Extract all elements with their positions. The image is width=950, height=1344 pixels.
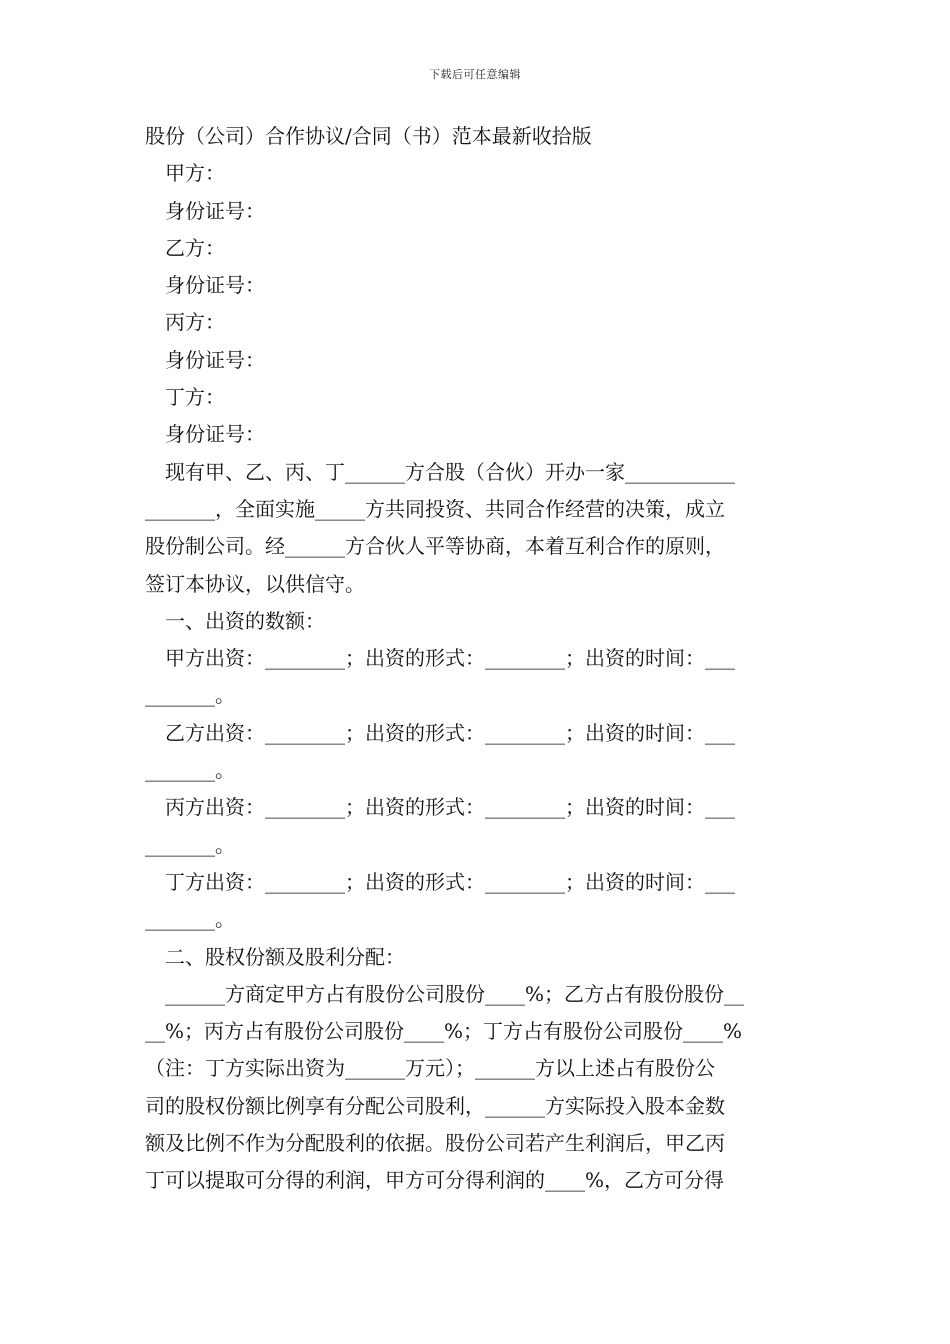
contribution-party-b-cont: _______。	[145, 758, 235, 783]
document-body	[145, 118, 807, 1200]
document-title: 股份（公司）合作协议/合同（书）范本最新收拾版	[145, 124, 592, 148]
section-2-line: 丁可以提取可分得的利润，甲方可分得利润的____%，乙方可分得	[145, 1168, 725, 1193]
preamble-line: 签订本协议，以供信守。	[145, 571, 365, 596]
preamble-line: _______，全面实施_____方共同投资、共同合作经营的决策，成立	[145, 496, 725, 521]
section-2-line: __%；丙方占有股份公司股份____%；丁方占有股份公司股份____%	[145, 1019, 743, 1044]
section-2-line: 司的股权份额比例享有分配公司股利，______方实际投入股本金数	[145, 1093, 725, 1118]
party-b-id-label: 身份证号：	[165, 273, 265, 298]
party-b-label: 乙方：	[165, 235, 225, 260]
contribution-party-c: 丙方出资：________；出资的形式：________；出资的时间：___	[165, 795, 735, 820]
section-1-heading: 一、出资的数额：	[165, 608, 325, 633]
contribution-party-a: 甲方出资：________；出资的形式：________；出资的时间：___	[165, 646, 735, 671]
contribution-party-a-cont: _______。	[145, 683, 235, 708]
party-a-label: 甲方：	[165, 161, 225, 186]
section-2-line: ______方商定甲方占有股份公司股份____%；乙方占有股份股份__	[165, 981, 745, 1006]
preamble-line: 现有甲、乙、丙、丁______方合股（合伙）开办一家___________	[165, 459, 735, 484]
party-c-label: 丙方：	[165, 310, 225, 335]
party-d-id-label: 身份证号：	[165, 422, 265, 447]
party-d-label: 丁方：	[165, 385, 225, 410]
section-2-line: （注：丁方实际出资为______万元）；______方以上述占有股份公	[145, 1056, 715, 1081]
preamble-line: 股份制公司。经______方合伙人平等协商，本着互利合作的原则，	[145, 534, 725, 559]
contribution-party-b: 乙方出资：________；出资的形式：________；出资的时间：___	[165, 720, 735, 745]
party-c-id-label: 身份证号：	[165, 347, 265, 372]
page-header: 下载后可任意编辑	[429, 68, 521, 81]
section-2-line: 额及比例不作为分配股利的依据。股份公司若产生利润后，甲乙丙	[145, 1131, 725, 1156]
contribution-party-d-cont: _______。	[145, 907, 235, 932]
section-2-heading: 二、股权份额及股利分配：	[165, 944, 405, 969]
contribution-party-c-cont: _______。	[145, 832, 235, 857]
contribution-party-d: 丁方出资：________；出资的形式：________；出资的时间：___	[165, 869, 735, 894]
party-a-id-label: 身份证号：	[165, 198, 265, 223]
